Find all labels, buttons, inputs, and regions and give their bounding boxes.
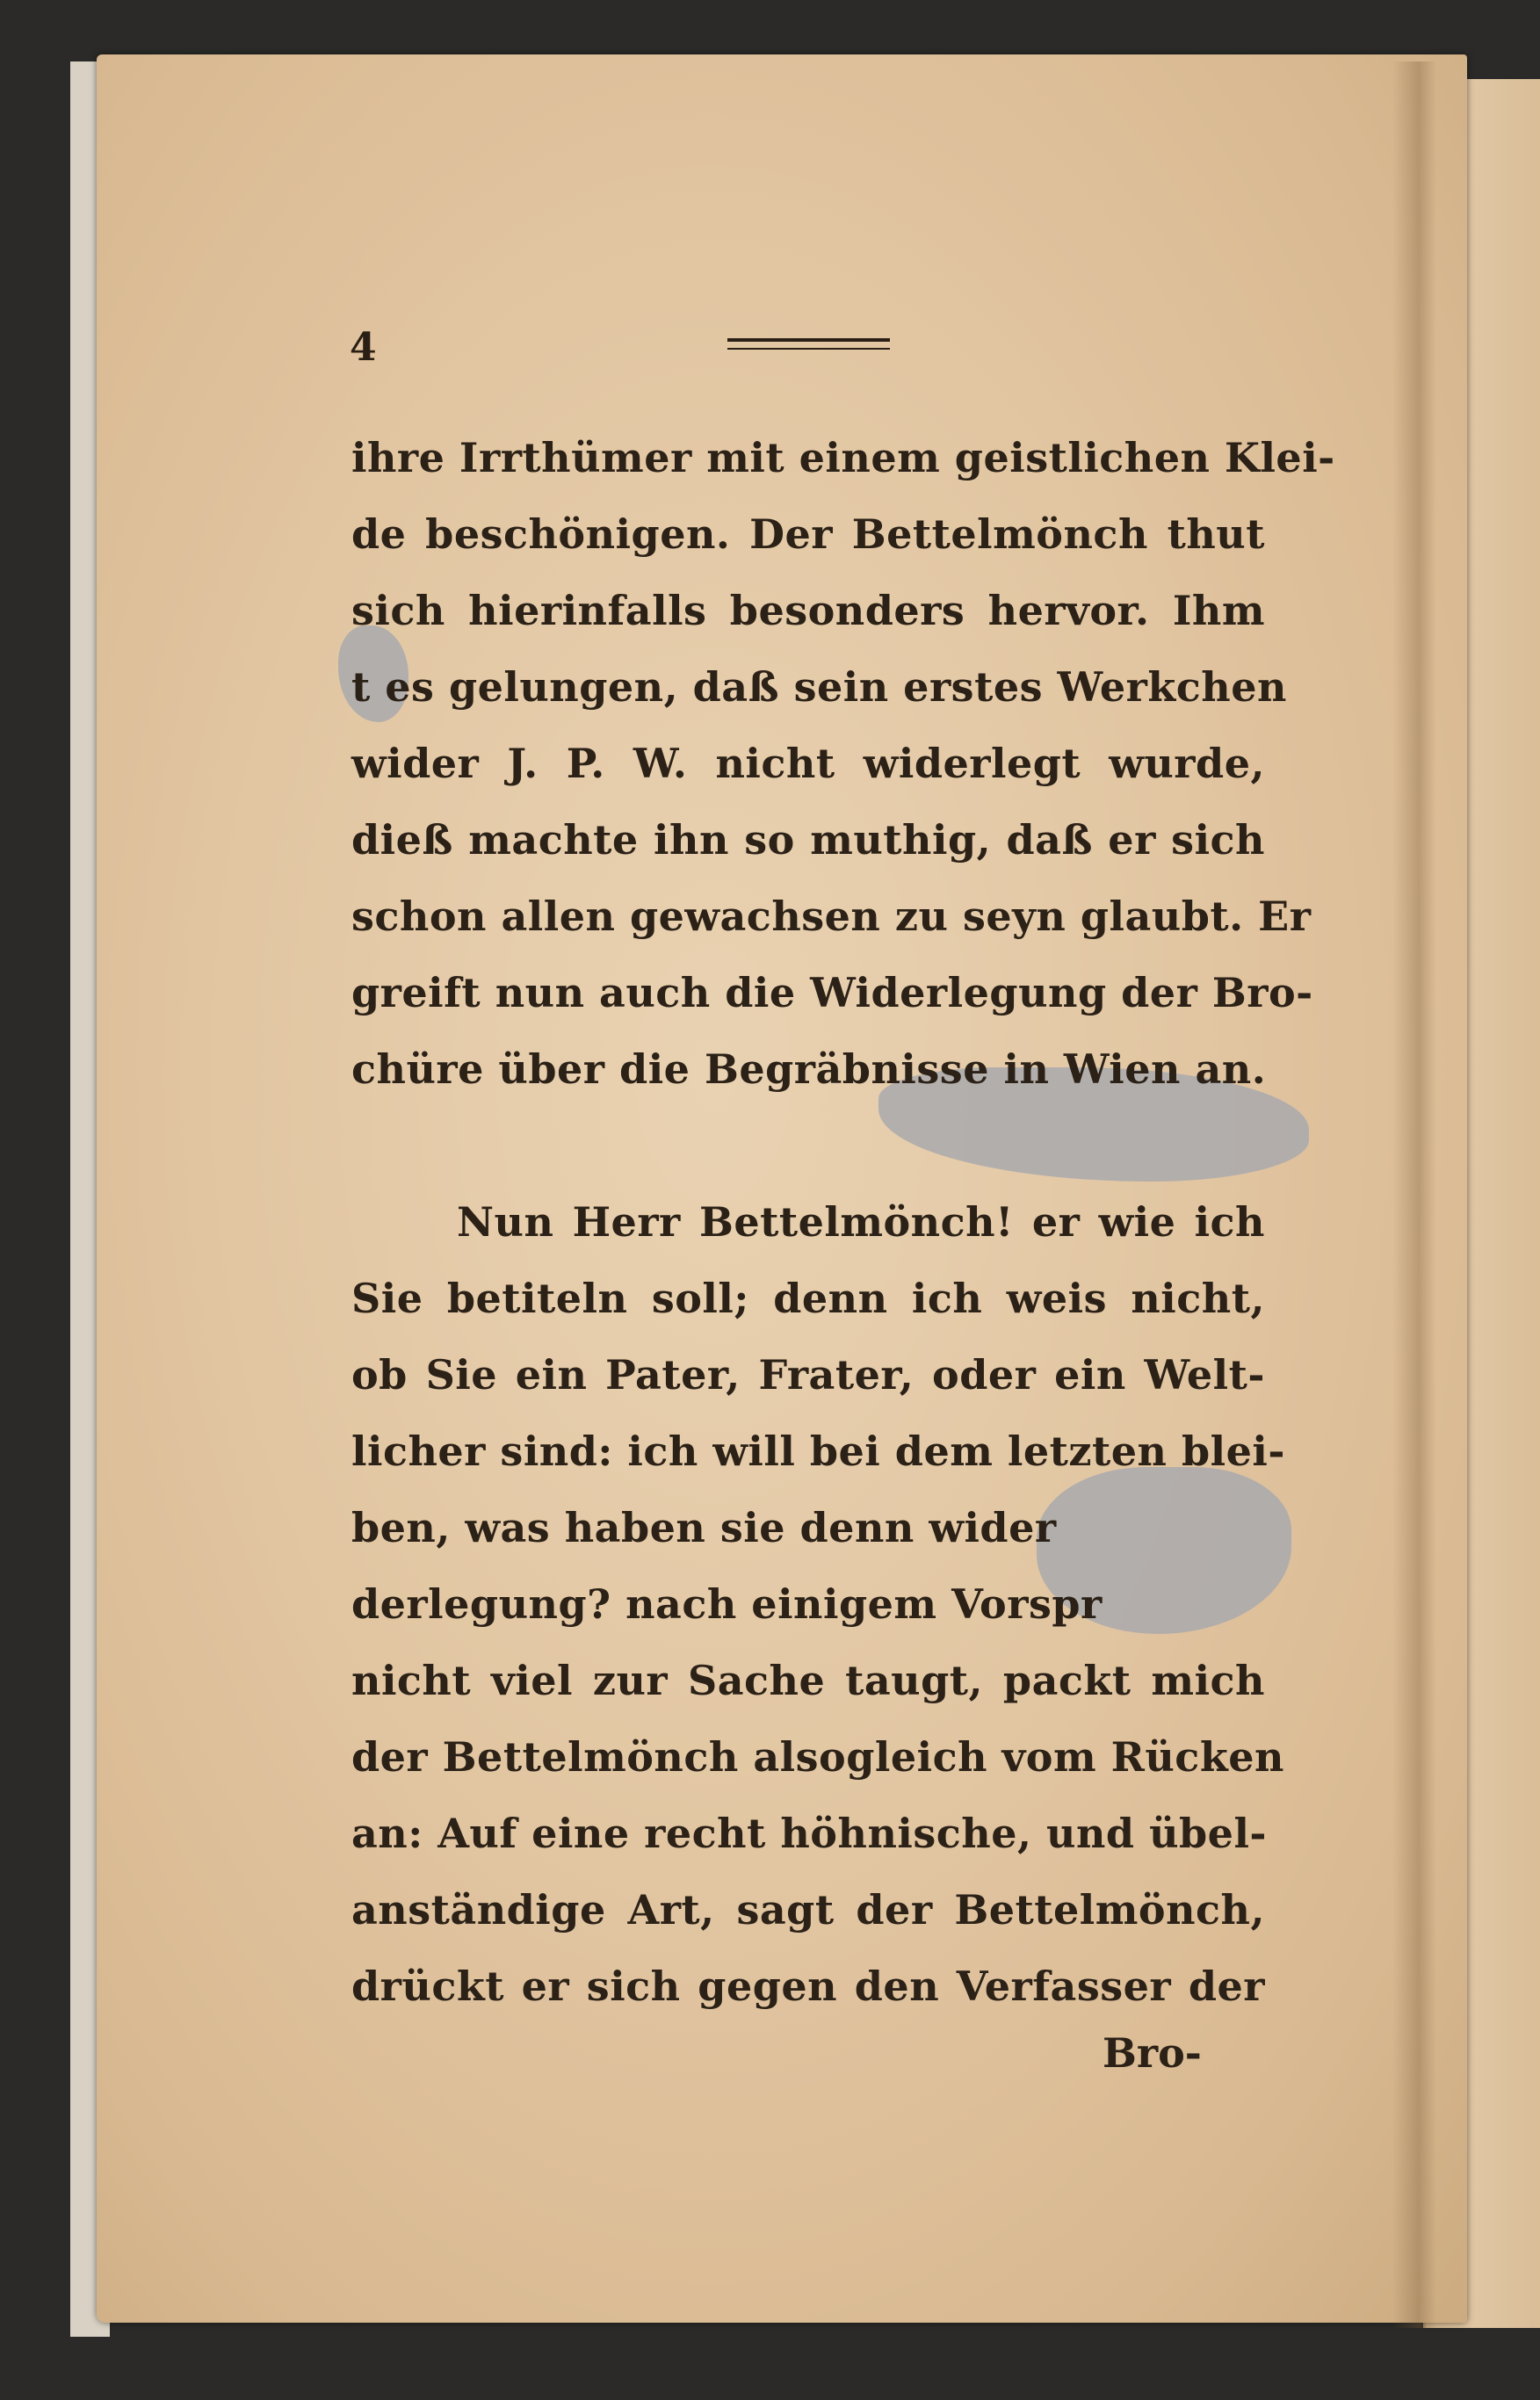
text-line: derlegung? nach einigem Vorspr xyxy=(351,1580,1103,1628)
text-line: der Bettelmönch alsogleich vom Rücken xyxy=(351,1733,1284,1781)
text-line: drückt er sich gegen den Verfasser der xyxy=(351,1963,1265,2010)
text-line: dieß machte ihn so muthig, daß er sich xyxy=(351,816,1265,864)
text-line: anständige Art, sagt der Bettelmönch, xyxy=(351,1886,1265,1934)
paragraph-gap xyxy=(351,1108,1265,1184)
text-line: Nun Herr Bettelmönch! er wie ich xyxy=(457,1198,1265,1246)
text-line: wider J. P. W. nicht widerlegt wurde, xyxy=(351,740,1265,787)
header-rule xyxy=(727,338,890,350)
gutter-shadow xyxy=(1392,61,1436,2328)
text-line: licher sind: ich will bei dem letzten blei- xyxy=(351,1428,1285,1475)
text-line: de beschönigen. Der Bettelmönch thut xyxy=(351,510,1265,558)
text-line: ob Sie ein Pater, Frater, oder ein Welt- xyxy=(351,1351,1265,1399)
text-line: ben, was haben sie denn wider xyxy=(351,1504,1057,1551)
body-text xyxy=(351,420,1335,2025)
text-line: chüre über die Begräbnisse in Wien an. xyxy=(351,1045,1267,1093)
catchword: Bro- xyxy=(1103,2029,1202,2077)
text-line: ihre Irrthümer mit einem geistlichen Klei- xyxy=(351,434,1335,481)
text-line: Sie betiteln soll; denn ich weis nicht, xyxy=(351,1275,1265,1322)
text-line: an: Auf eine recht höhnische, und übel- xyxy=(351,1810,1268,1857)
text-line: t es gelungen, daß sein erstes Werkchen xyxy=(351,663,1287,711)
text-line: sich hierinfalls besonders hervor. Ihm xyxy=(351,587,1265,634)
text-line: greift nun auch die Widerlegung der Bro- xyxy=(351,969,1313,1016)
text-line: nicht viel zur Sache taugt, packt mich xyxy=(351,1657,1265,1704)
page-number: 4 xyxy=(350,325,377,370)
text-line: schon allen gewachsen zu seyn glaubt. Er xyxy=(351,893,1312,940)
